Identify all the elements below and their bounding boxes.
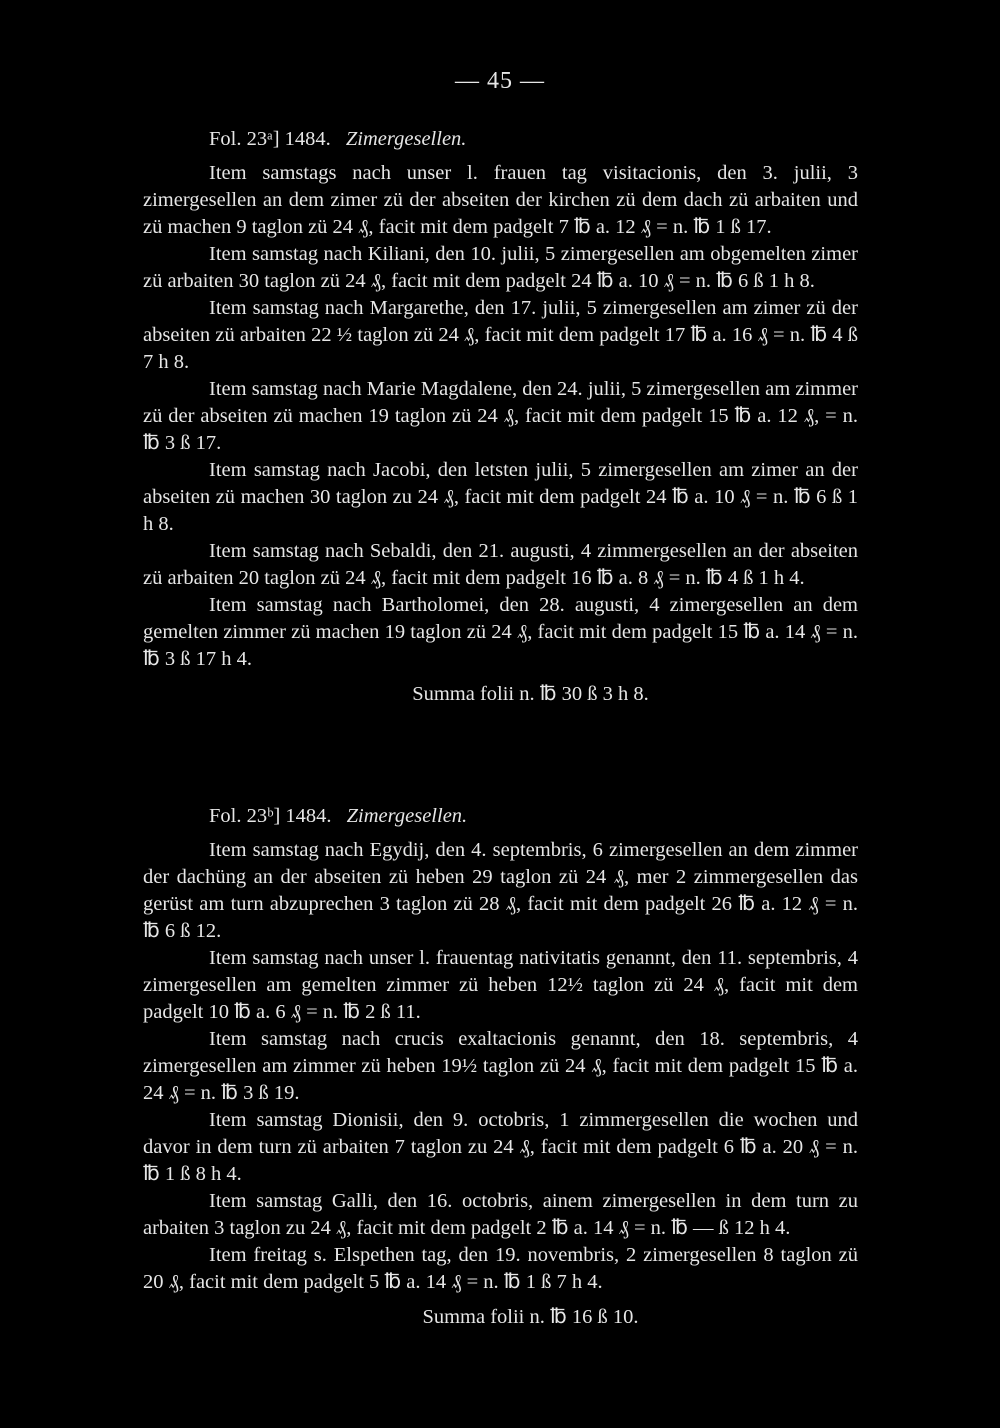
folio-section-23b [143, 803, 858, 1331]
folio-summa: Summa folii n. ℔ 30 ß 3 h 8. [412, 683, 649, 705]
ledger-entry: Item freitag s. Elspethen tag, den 19. novembris, 2 zimergesellen 8 taglon zü 20 ₰, facit mit dem padgelt 5 ℔ a. 14 ₰ = n. ℔ 1 ß 7 h 4. [143, 1244, 858, 1293]
folio-section-23a [143, 126, 858, 708]
ledger-entry: Item samstags nach unser l. frauen tag visitacionis, den 3. julii, 3 zimergesellen an dem zimer zü der abseiten der kirchen zü dem dach zü arbaiten und zü machen 9 taglon zü 24 ₰, facit mit dem padgelt 7 ℔ a. 12 ₰ = n. ℔ 1 ß 17. [143, 162, 858, 238]
ledger-entry: Item samstag nach Jacobi, den letsten julii, 5 zimergesellen am zimer an der abseiten zü machen 30 taglon zu 24 ₰, facit mit dem padgelt 24 ℔ a. 10 ₰ = n. ℔ 6 ß 1 h 8. [143, 459, 858, 535]
ledger-entry: Item samstag nach crucis exaltacionis genannt, den 18. septembris, 4 zimergesellen am zimmer zü heben 19½ taglon zü 24 ₰, facit mit dem padgelt 15 ℔ a. 24 ₰ = n. ℔ 3 ß 19. [143, 1028, 858, 1104]
ledger-entry: Item samstag nach Bartholomei, den 28. augusti, 4 zimergesellen an dem gemelten zimmer zü machen 19 taglon zü 24 ₰, facit mit dem padgelt 15 ℔ a. 14 ₰ = n. ℔ 3 ß 17 h 4. [143, 594, 858, 670]
folio-header [143, 126, 858, 153]
folio-header [143, 803, 858, 830]
folio-title: Zimergesellen. [345, 128, 467, 150]
ledger-entry: Item samstag nach Egydij, den 4. septembris, 6 zimergesellen an dem zimmer der dachüng an der abseiten zü heben 29 taglon zü 24 ₰, mer 2 zimmergesellen das gerüst am turn abzuprechen 3 taglon zü 28 ₰, facit mit dem padgelt 26 ℔ a. 12 ₰ = n. ℔ 6 ß 12. [143, 839, 858, 942]
folio-title: Zimergesellen. [346, 805, 468, 827]
ledger-entry: Item samstag nach Kiliani, den 10. julii, 5 zimergesellen am obgemelten zimer zü arbaiten 30 taglon zü 24 ₰, facit mit dem padgelt 24 ℔ a. 10 ₰ = n. ℔ 6 ß 1 h 8. [143, 243, 858, 292]
folio-reference: Fol. 23ᵃ] 1484. [209, 128, 331, 150]
ledger-entry: Item samstag Dionisii, den 9. octobris, 1 zimmergesellen die wochen und davor in dem turn zü arbaiten 7 taglon zu 24 ₰, facit mit dem padgelt 6 ℔ a. 20 ₰ = n. ℔ 1 ß 8 h 4. [143, 1109, 858, 1185]
ledger-entry: Item samstag nach unser l. frauentag nativitatis genannt, den 11. septembris, 4 zimergesellen am gemelten zimmer zü heben 12½ taglon zü 24 ₰, facit mit dem padgelt 10 ℔ a. 6 ₰ = n. ℔ 2 ß 11. [143, 947, 858, 1023]
folio-summa: Summa folii n. ℔ 16 ß 10. [422, 1306, 639, 1328]
folio-reference: Fol. 23ᵇ] 1484. [209, 805, 332, 827]
ledger-entry: Item samstag nach Marie Magdalene, den 24. julii, 5 zimergesellen am zimmer zü der abseiten zü machen 19 taglon zü 24 ₰, facit mit dem padgelt 15 ℔ a. 12 ₰, = n. ℔ 3 ß 17. [143, 378, 858, 454]
ledger-entry: Item samstag Galli, den 16. octobris, ainem zimergesellen in dem turn zu arbaiten 3 taglon zu 24 ₰, facit mit dem padgelt 2 ℔ a. 14 ₰ = n. ℔ — ß 12 h 4. [143, 1190, 858, 1239]
ledger-entry: Item samstag nach Margarethe, den 17. julii, 5 zimergesellen am zimer zü der abseiten zü arbaiten 22 ½ taglon zü 24 ₰, facit mit dem padgelt 17 ℔ a. 16 ₰ = n. ℔ 4 ß 7 h 8. [143, 297, 858, 373]
page-number: — 45 — [455, 68, 545, 94]
ledger-entry: Item samstag nach Sebaldi, den 21. augusti, 4 zimmergesellen an der abseiten zü arbaiten 20 taglon zü 24 ₰, facit mit dem padgelt 16 ℔ a. 8 ₰ = n. ℔ 4 ß 1 h 4. [143, 540, 858, 589]
